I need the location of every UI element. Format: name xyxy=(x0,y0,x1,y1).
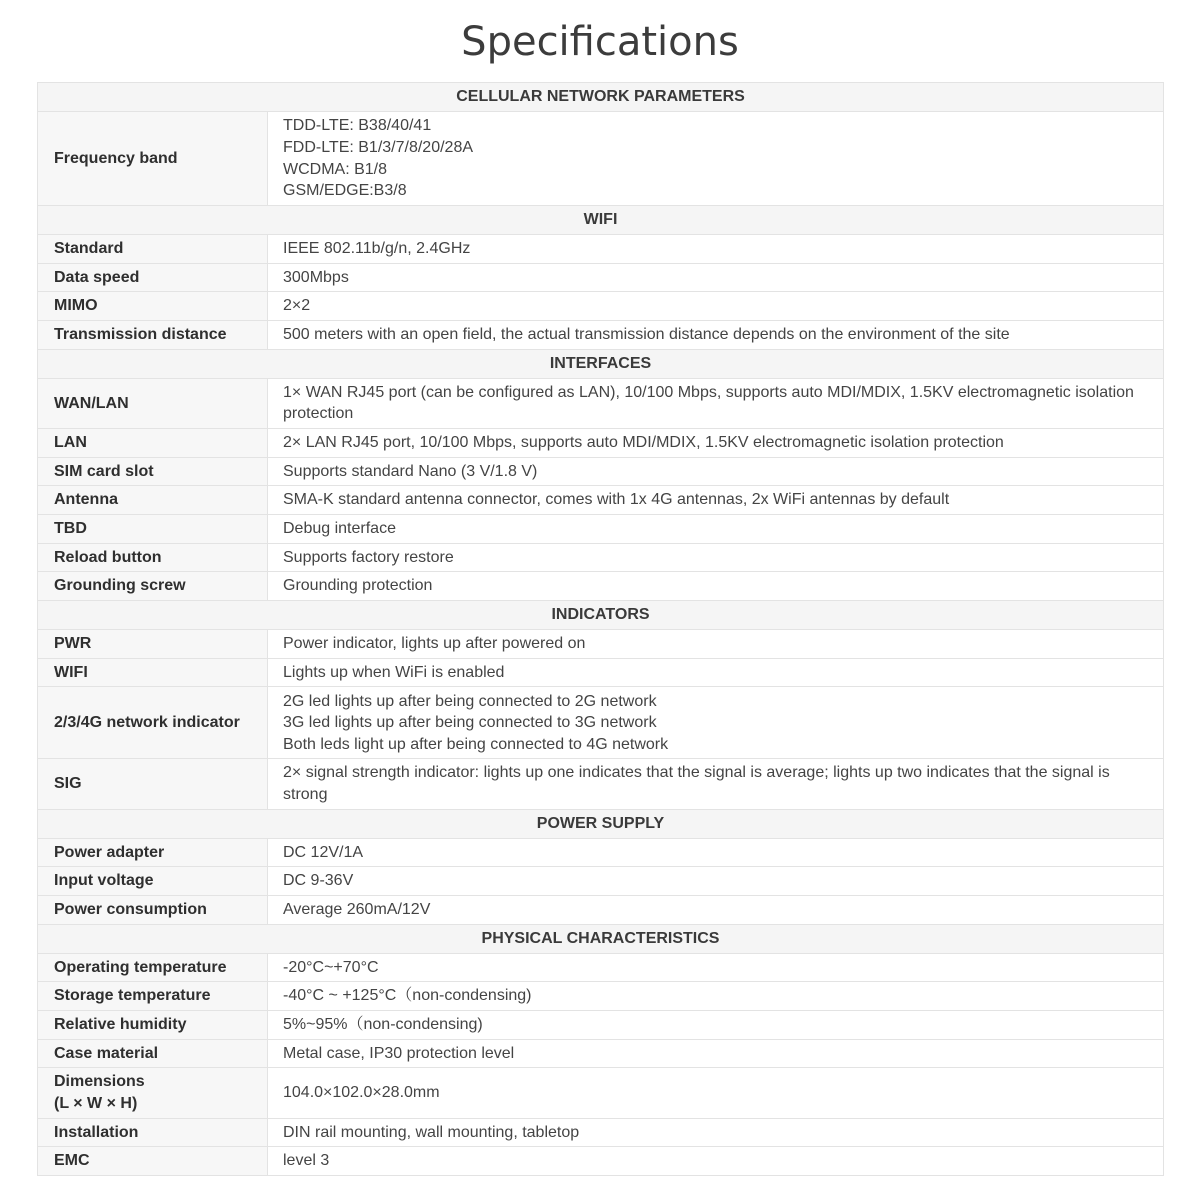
spec-label: 2/3/4G network indicator xyxy=(38,687,268,759)
spec-label: Operating temperature xyxy=(38,953,268,982)
spec-label: Grounding screw xyxy=(38,572,268,601)
spec-row-case-material xyxy=(38,1039,1164,1068)
spec-row-reload-button xyxy=(38,543,1164,572)
spec-row-storage-temperature xyxy=(38,982,1164,1011)
section-title: INDICATORS xyxy=(38,601,1164,630)
spec-value-line: Both leds light up after being connected to 4G network xyxy=(283,735,669,753)
spec-value: -20°C~+70°C xyxy=(268,953,1164,982)
spec-label: MIMO xyxy=(38,292,268,321)
spec-label: SIM card slot xyxy=(38,457,268,486)
spec-label: SIG xyxy=(38,759,268,809)
section-title: POWER SUPPLY xyxy=(38,809,1164,838)
spec-value: Power indicator, lights up after powered on xyxy=(268,630,1164,659)
spec-value: 2×2 xyxy=(268,292,1164,321)
spec-label: Antenna xyxy=(38,486,268,515)
spec-label: Standard xyxy=(38,235,268,264)
spec-label-line: Dimensions xyxy=(54,1073,145,1091)
spec-row-frequency-band xyxy=(38,112,1164,206)
spec-row-power-consumption xyxy=(38,896,1164,925)
spec-label: Reload button xyxy=(38,543,268,572)
spec-value: Metal case, IP30 protection level xyxy=(268,1039,1164,1068)
spec-value: 2× LAN RJ45 port, 10/100 Mbps, supports auto MDI/MDIX, 1.5KV electromagnetic isolation protection xyxy=(268,428,1164,457)
specifications-table xyxy=(37,82,1164,1176)
spec-value: DC 12V/1A xyxy=(268,838,1164,867)
spec-label: EMC xyxy=(38,1147,268,1176)
spec-value: DC 9-36V xyxy=(268,867,1164,896)
spec-value: SMA-K standard antenna connector, comes with 1x 4G antennas, 2x WiFi antennas by default xyxy=(268,486,1164,515)
spec-value: Lights up when WiFi is enabled xyxy=(268,658,1164,687)
spec-value xyxy=(268,687,1164,759)
spec-value: 1× WAN RJ45 port (can be configured as LAN), 10/100 Mbps, supports auto MDI/MDIX, 1.5KV electromagnetic isolation protection xyxy=(268,378,1164,428)
spec-row-tbd xyxy=(38,515,1164,544)
section-title: PHYSICAL CHARACTERISTICS xyxy=(38,924,1164,953)
spec-row-emc xyxy=(38,1147,1164,1176)
spec-label: Installation xyxy=(38,1118,268,1147)
spec-label: LAN xyxy=(38,428,268,457)
spec-row-sig xyxy=(38,759,1164,809)
spec-row-antenna xyxy=(38,486,1164,515)
spec-row-power-adapter xyxy=(38,838,1164,867)
spec-label: Input voltage xyxy=(38,867,268,896)
spec-row-installation xyxy=(38,1118,1164,1147)
spec-value: Grounding protection xyxy=(268,572,1164,601)
spec-value: Average 260mA/12V xyxy=(268,896,1164,925)
spec-value: DIN rail mounting, wall mounting, tabletop xyxy=(268,1118,1164,1147)
spec-row-wifi-indicator xyxy=(38,658,1164,687)
spec-value: IEEE 802.11b/g/n, 2.4GHz xyxy=(268,235,1164,264)
section-title: WIFI xyxy=(38,206,1164,235)
section-header-indicators xyxy=(38,601,1164,630)
spec-label: Relative humidity xyxy=(38,1011,268,1040)
spec-value: 300Mbps xyxy=(268,263,1164,292)
spec-row-transmission-distance xyxy=(38,321,1164,350)
spec-row-data-speed xyxy=(38,263,1164,292)
spec-row-sim-card-slot xyxy=(38,457,1164,486)
spec-value-line: GSM/EDGE:B3/8 xyxy=(283,182,407,200)
spec-label: Transmission distance xyxy=(38,321,268,350)
spec-label: PWR xyxy=(38,630,268,659)
spec-row-relative-humidity xyxy=(38,1011,1164,1040)
spec-row-grounding-screw xyxy=(38,572,1164,601)
spec-value: 500 meters with an open field, the actual transmission distance depends on the environment of the site xyxy=(268,321,1164,350)
spec-value: Supports factory restore xyxy=(268,543,1164,572)
spec-value: level 3 xyxy=(268,1147,1164,1176)
spec-row-lan xyxy=(38,428,1164,457)
section-header-power-supply xyxy=(38,809,1164,838)
spec-row-dimensions xyxy=(38,1068,1164,1118)
spec-label: Power adapter xyxy=(38,838,268,867)
page-title: Specifications xyxy=(461,19,739,65)
spec-row-pwr xyxy=(38,630,1164,659)
spec-value: -40°C ~ +125°C（non-condensing) xyxy=(268,982,1164,1011)
section-title: CELLULAR NETWORK PARAMETERS xyxy=(38,83,1164,112)
spec-value-line: 2G led lights up after being connected to 2G network xyxy=(283,692,657,710)
spec-row-input-voltage xyxy=(38,867,1164,896)
spec-value: 2× signal strength indicator: lights up one indicates that the signal is average; lights up two indicates that the signal is strong xyxy=(268,759,1164,809)
spec-label: WIFI xyxy=(38,658,268,687)
section-header-interfaces xyxy=(38,349,1164,378)
spec-row-network-indicator xyxy=(38,687,1164,759)
spec-row-wan-lan xyxy=(38,378,1164,428)
spec-value: 104.0×102.0×28.0mm xyxy=(268,1068,1164,1118)
spec-value-line: 3G led lights up after being connected to 3G network xyxy=(283,714,657,732)
spec-label: WAN/LAN xyxy=(38,378,268,428)
spec-value: Supports standard Nano (3 V/1.8 V) xyxy=(268,457,1164,486)
section-header-physical xyxy=(38,924,1164,953)
spec-label xyxy=(38,1068,268,1118)
spec-label: TBD xyxy=(38,515,268,544)
spec-value-line: FDD-LTE: B1/3/7/8/20/28A xyxy=(283,138,474,156)
spec-label: Power consumption xyxy=(38,896,268,925)
spec-row-operating-temperature xyxy=(38,953,1164,982)
spec-value: Debug interface xyxy=(268,515,1164,544)
section-title: INTERFACES xyxy=(38,349,1164,378)
spec-label: Storage temperature xyxy=(38,982,268,1011)
spec-value-line: WCDMA: B1/8 xyxy=(283,160,388,178)
section-header-wifi xyxy=(38,206,1164,235)
spec-label: Case material xyxy=(38,1039,268,1068)
spec-row-standard xyxy=(38,235,1164,264)
spec-value-line: TDD-LTE: B38/40/41 xyxy=(283,117,432,135)
spec-label: Frequency band xyxy=(38,112,268,206)
spec-label: Data speed xyxy=(38,263,268,292)
spec-value xyxy=(268,112,1164,206)
spec-row-mimo xyxy=(38,292,1164,321)
section-header-cellular xyxy=(38,83,1164,112)
spec-value: 5%~95%（non-condensing) xyxy=(268,1011,1164,1040)
spec-label-line: (L × W × H) xyxy=(54,1095,138,1113)
